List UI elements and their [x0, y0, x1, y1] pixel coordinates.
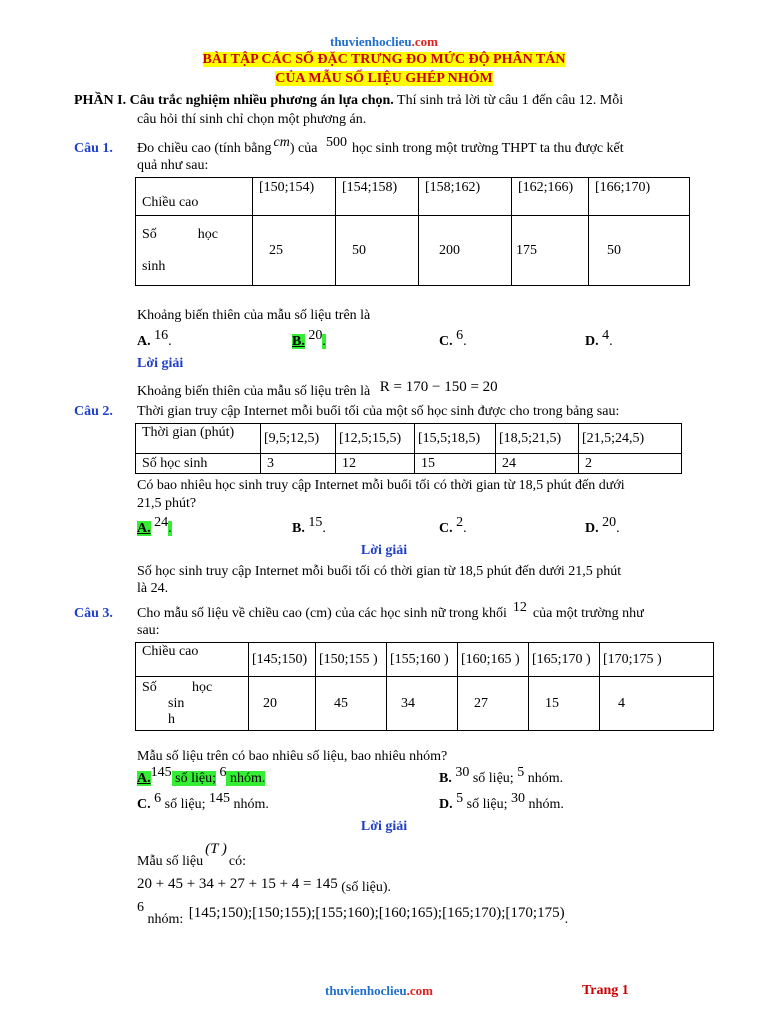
- interval-cell: [15,5;18,5): [415, 424, 496, 454]
- question-2-label: Câu 2.: [74, 404, 113, 419]
- table-header-label: Thời gian (phút): [136, 424, 261, 454]
- count-cell: 175: [512, 216, 589, 286]
- count-cell: 4: [600, 677, 714, 731]
- brand-name: thuvienhoclieu: [330, 34, 412, 49]
- option-c[interactable]: C. 2.: [439, 515, 467, 536]
- count-cell: 2: [579, 454, 682, 474]
- interval-cell: [150;155 ): [316, 643, 387, 677]
- question-2-prompt-2: 21,5 phút?: [137, 496, 197, 511]
- question-1-stem-2: quả như sau:: [137, 158, 209, 173]
- table-header-label: Chiều cao: [136, 643, 249, 677]
- count-cell: 25: [253, 216, 336, 286]
- option-a[interactable]: A. 16.: [137, 328, 172, 349]
- question-2-prompt: Có bao nhiêu học sinh truy cập Internet mỗi buổi tối có thời gian từ 18,5 phút đến dưới: [137, 478, 625, 493]
- interval-cell: [162;166): [512, 178, 589, 216]
- solution-1-formula: R = 170 − 150 = 20: [379, 379, 498, 395]
- count-cell: 24: [496, 454, 579, 474]
- page-number: Trang 1: [582, 983, 629, 998]
- part-instructions: PHẦN I. Câu trắc nghiệm nhiều phương án lựa chọn. Thí sinh trả lời từ câu 1 đến câu 12. Mỗi: [74, 93, 624, 108]
- question-3-stem-2: sau:: [137, 623, 160, 638]
- solution-title-3: Lời giải: [360, 819, 408, 834]
- table-row-label: Số học sinh: [136, 454, 261, 474]
- interval-cell: [9,5;12,5): [261, 424, 336, 454]
- count-cell: 15: [529, 677, 600, 731]
- option-b[interactable]: B. 15.: [292, 515, 326, 536]
- question-1-options: [137, 328, 737, 354]
- count-cell: 27: [458, 677, 529, 731]
- solution-title-2: Lời giải: [360, 543, 408, 558]
- option-d[interactable]: D. 4.: [585, 328, 613, 349]
- table-row-label: Số học sin h: [136, 677, 249, 731]
- interval-cell: [158;162): [419, 178, 512, 216]
- option-a-correct[interactable]: A.145 số liệu; 6 nhóm.: [137, 765, 266, 786]
- solution-3-groups: 6 nhóm: [145;150);[150;155);[155;160);[160;165);[165;170);[170;175).: [137, 900, 569, 927]
- table-row-label: Số học sinh: [136, 216, 253, 286]
- question-3-options-row-1: [137, 765, 737, 791]
- question-1-stem: Đo chiều cao (tính bằng cm) của 500 học sinh trong một trường THPT ta thu được kết: [137, 135, 624, 156]
- brand-tld: .com: [411, 34, 438, 49]
- site-brand-header[interactable]: [0, 34, 768, 50]
- count-cell: 50: [336, 216, 419, 286]
- title-line-1: BÀI TẬP CÁC SỐ ĐẶC TRƯNG ĐO MỨC ĐỘ PHÂN TÁN: [202, 52, 566, 67]
- option-c[interactable]: C. 6 số liệu; 145 nhóm.: [137, 791, 269, 812]
- interval-cell: [145;150): [249, 643, 316, 677]
- count-cell: 15: [415, 454, 496, 474]
- part-instructions-2: câu hỏi thí sinh chỉ chọn một phương án.: [137, 112, 367, 127]
- option-a-correct[interactable]: A. 24.: [137, 515, 172, 536]
- interval-cell: [21,5;24,5): [579, 424, 682, 454]
- interval-cell: [150;154): [253, 178, 336, 216]
- count-cell: 20: [249, 677, 316, 731]
- count-cell: 50: [589, 216, 690, 286]
- question-3-options-row-2: [137, 791, 737, 817]
- interval-cell: [18,5;21,5): [496, 424, 579, 454]
- solution-title-1: Lời giải: [137, 356, 184, 371]
- count-cell: 200: [419, 216, 512, 286]
- site-brand-footer[interactable]: thuvienhoclieu.com: [325, 983, 433, 998]
- solution-3-sum: 20 + 45 + 34 + 27 + 15 + 4 = 145 (số liệu).: [137, 876, 392, 895]
- interval-cell: [155;160 ): [387, 643, 458, 677]
- solution-2-text: Số học sinh truy cập Internet mỗi buổi tối có thời gian từ 18,5 phút đến dưới 21,5 phút: [137, 564, 622, 579]
- option-c[interactable]: C. 6.: [439, 328, 467, 349]
- interval-cell: [154;158): [336, 178, 419, 216]
- count-cell: 3: [261, 454, 336, 474]
- question-3-prompt: Mẫu số liệu trên có bao nhiêu số liệu, bao nhiêu nhóm?: [137, 749, 448, 764]
- question-3-stem: Cho mẫu số liệu về chiều cao (cm) của các học sinh nữ trong khối 12 của một trường như: [137, 600, 644, 621]
- option-b-correct[interactable]: B. 20.: [292, 328, 326, 349]
- question-2-options: [137, 515, 737, 541]
- question-3-table: [135, 642, 714, 731]
- question-2-stem: Thời gian truy cập Internet mỗi buổi tối của một số học sinh được cho trong bảng sau:: [137, 404, 620, 419]
- count-cell: 34: [387, 677, 458, 731]
- option-d[interactable]: D. 20.: [585, 515, 620, 536]
- count-cell: 45: [316, 677, 387, 731]
- interval-cell: [170;175 ): [600, 643, 714, 677]
- question-3-label: Câu 3.: [74, 606, 113, 621]
- option-b[interactable]: B. 30 số liệu; 5 nhóm.: [439, 765, 564, 786]
- question-2-table: [135, 423, 682, 474]
- table-header-label: Chiều cao: [136, 178, 253, 216]
- interval-cell: [166;170): [589, 178, 690, 216]
- solution-1-text: Khoảng biến thiên của mẫu số liệu trên là R = 170 − 150 = 20: [137, 379, 498, 399]
- title-line-2: CỦA MẪU SỐ LIỆU GHÉP NHÓM: [275, 71, 493, 86]
- interval-cell: [160;165 ): [458, 643, 529, 677]
- interval-cell: [12,5;15,5): [336, 424, 415, 454]
- solution-2-text-2: là 24.: [137, 581, 169, 596]
- count-cell: 12: [336, 454, 415, 474]
- solution-3-intro: Mẫu số liệu(T )có:: [137, 841, 247, 869]
- interval-cell: [165;170 ): [529, 643, 600, 677]
- question-1-prompt: Khoảng biến thiên của mẫu số liệu trên là: [137, 308, 371, 323]
- option-d[interactable]: D. 5 số liệu; 30 nhóm.: [439, 791, 564, 812]
- question-1-label: Câu 1.: [74, 141, 113, 156]
- question-1-table: [135, 177, 690, 286]
